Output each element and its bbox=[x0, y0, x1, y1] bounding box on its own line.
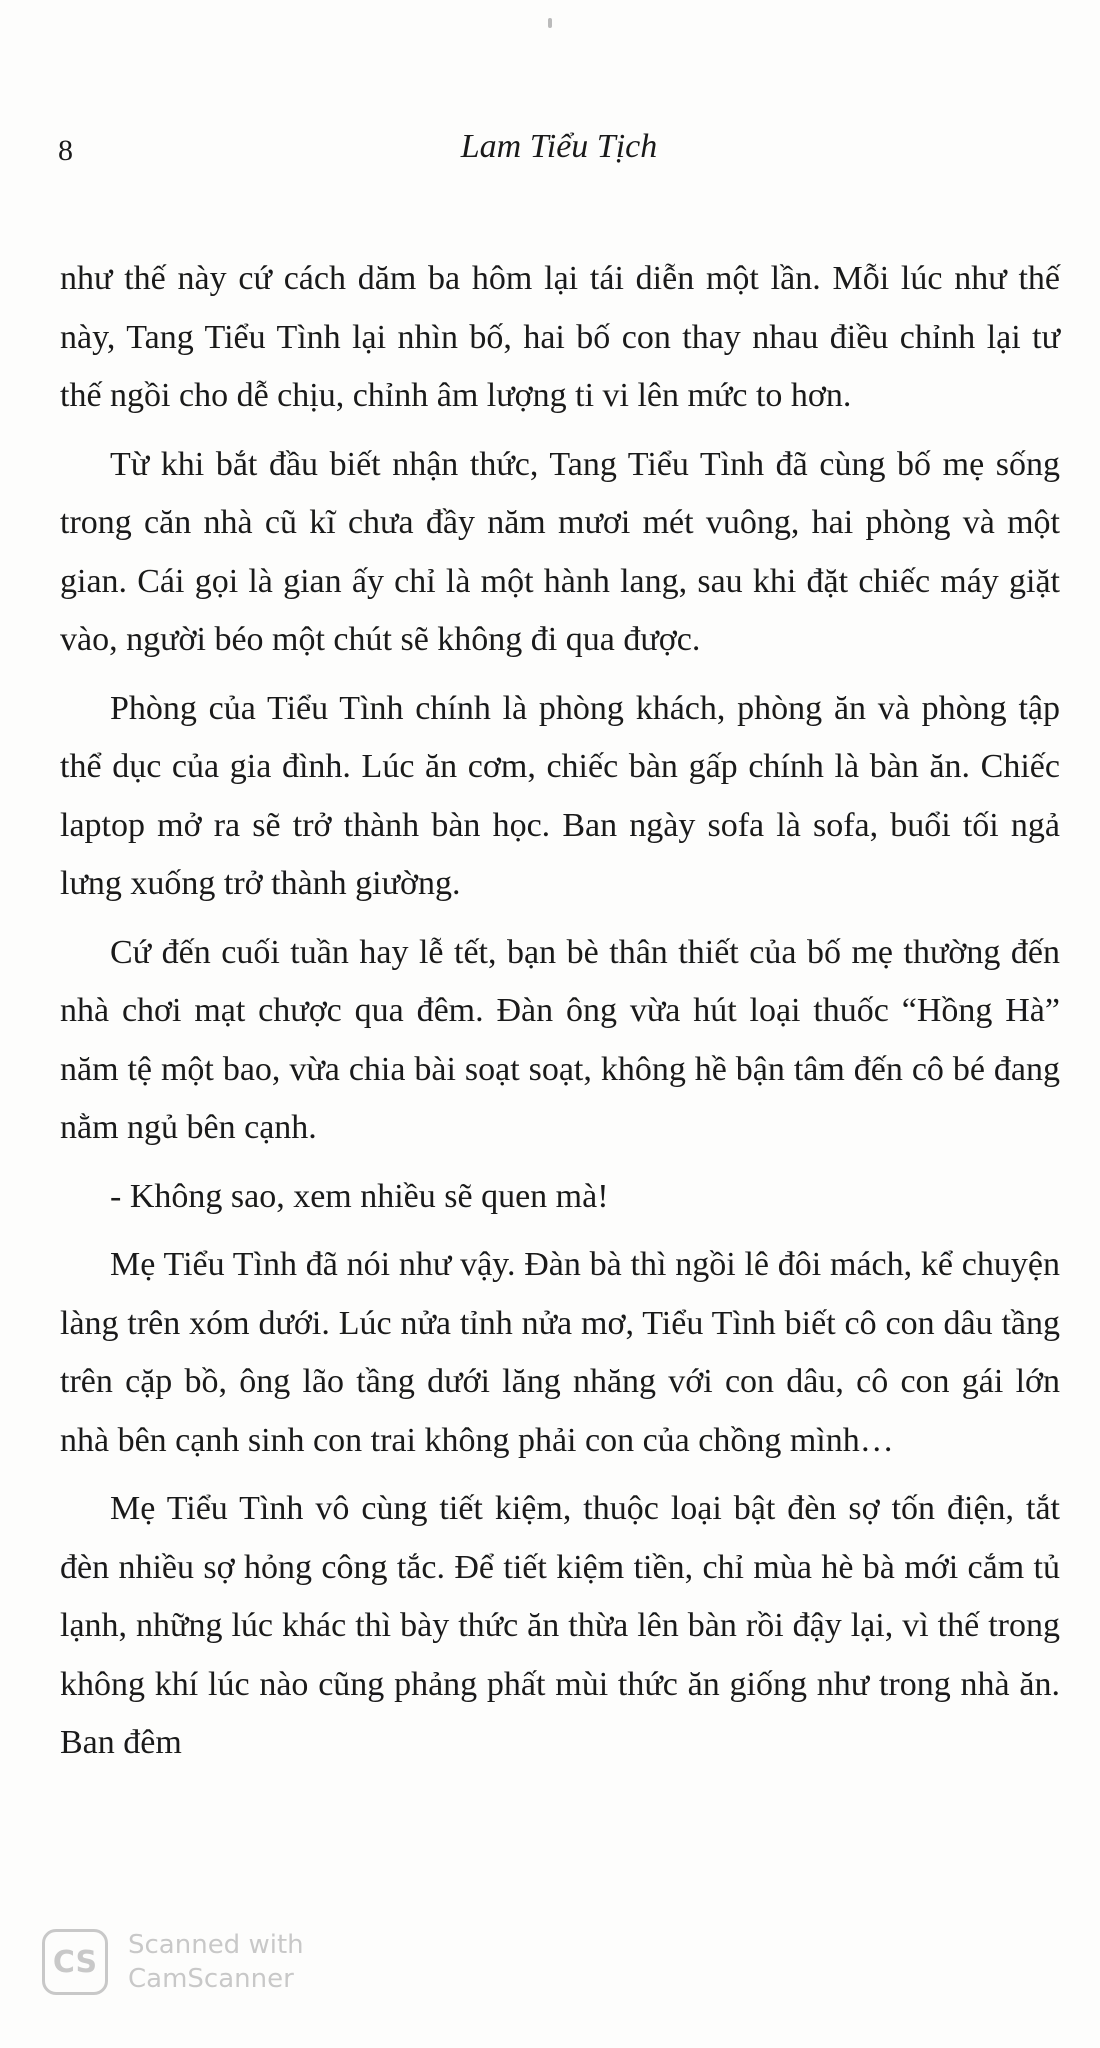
body-text bbox=[60, 250, 1060, 1783]
scan-speck bbox=[548, 18, 552, 28]
paragraph: Cứ đến cuối tuần hay lễ tết, bạn bè thân thiết của bố mẹ thường đến nhà chơi mạt chược qua đêm. Đàn ông vừa hút loại thuốc “Hồng Hà” năm tệ một bao, vừa chia bài soạt soạt, không hề bận tâm đến cô bé đang nằm ngủ bên cạnh. bbox=[60, 933, 1060, 1146]
paragraph-continued: như thế này cứ cách dăm ba hôm lại tái diễn một lần. Mỗi lúc như thế này, Tang Tiểu Tình lại nhìn bố, hai bố con thay nhau điều chỉnh lại tư thế ngồi cho dễ chịu, chỉnh âm lượng ti vi lên mức to hơn. bbox=[60, 260, 1060, 414]
paragraph: Từ khi bắt đầu biết nhận thức, Tang Tiểu Tình đã cùng bố mẹ sống trong căn nhà cũ kĩ chưa đầy năm mươi mét vuông, hai phòng và một gian. Cái gọi là gian ấy chỉ là một hành lang, sau khi đặt chiếc máy giặt vào, người béo một chút sẽ không đi qua được. bbox=[60, 445, 1060, 658]
paragraph: Mẹ Tiểu Tình vô cùng tiết kiệm, thuộc loại bật đèn sợ tốn điện, tắt đèn nhiều sợ hỏng công tắc. Để tiết kiệm tiền, chỉ mùa hè bà mới cắm tủ lạnh, những lúc khác thì bày thức ăn thừa lên bàn rồi đậy lại, vì thế trong không khí lúc nào cũng phảng phất mùi thức ăn giống như trong nhà ăn. Ban đêm bbox=[60, 1490, 1060, 1761]
running-title: Lam Tiểu Tịch bbox=[460, 128, 658, 165]
camscanner-logo-icon: CS bbox=[42, 1929, 108, 1995]
dialogue-line: - Không sao, xem nhiều sẽ quen mà! bbox=[110, 1177, 609, 1215]
paragraph: Mẹ Tiểu Tình đã nói như vậy. Đàn bà thì ngồi lê đôi mách, kể chuyện làng trên xóm dưới. Lúc nửa tỉnh nửa mơ, Tiểu Tình biết cô con dâu tầng trên cặp bồ, ông lão tầng dưới lăng nhăng với con dâu, cô con gái lớn nhà bên cạnh sinh con trai không phải con của chồng mình… bbox=[60, 1246, 1060, 1459]
paragraph: Phòng của Tiểu Tình chính là phòng khách, phòng ăn và phòng tập thể dục của gia đình. Lúc ăn cơm, chiếc bàn gấp chính là bàn ăn. Chiếc laptop mở ra sẽ trở thành bàn học. Ban ngày sofa là sofa, buổi tối ngả lưng xuống trở thành giường. bbox=[60, 689, 1060, 902]
camscanner-watermark bbox=[42, 1928, 304, 1996]
watermark-text bbox=[128, 1928, 304, 1996]
page-header bbox=[58, 128, 1040, 172]
watermark-line-1: Scanned with bbox=[128, 1930, 304, 1960]
watermark-line-2: CamScanner bbox=[128, 1964, 294, 1994]
page-number: 8 bbox=[58, 134, 73, 167]
